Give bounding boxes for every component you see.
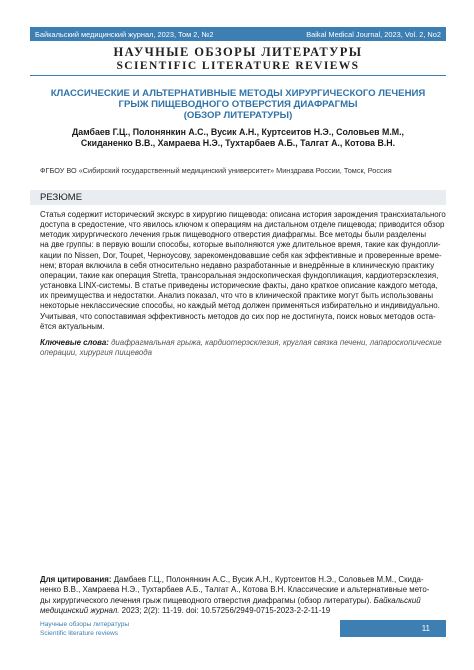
abstract-line: ётся актуальным. <box>40 321 105 331</box>
authors-line: Дамбаев Г.Ц., Полонянкин А.С., Вусик А.Н., Куртсеитов Н.Э., Соловьев М.М., <box>72 127 404 137</box>
article-title-line: (ОБЗОР ЛИТЕРАТУРЫ) <box>183 110 293 121</box>
abstract-line: методик хирургического лечения грыж пищеводного отверстия диафрагмы. Все методы были разделены <box>40 230 427 240</box>
abstract-line: их преимущества и недостатки. Анализ показал, что что в клинической практике могут быть использованы <box>40 291 434 301</box>
footer-section-ru: Научные обзоры литературы <box>40 621 130 628</box>
article-title-line: КЛАССИЧЕСКИЕ И АЛЬТЕРНАТИВНЫЕ МЕТОДЫ ХИРУРГИЧЕСКОГО ЛЕЧЕНИЯ <box>50 88 426 99</box>
citation-line <box>40 596 440 606</box>
citation-text: ды хирургического лечения грыж пищеводного отверстия диафрагмы (обзор литературы). <box>40 595 372 605</box>
citation-doi: 2023; 2(2): 11-19. doi: 10.57256/2949-0715-2023-2-2-11-19 <box>119 606 331 616</box>
authors-line: Скиданенко В.В., Хамраева Н.Э., Тухтарбаев А.Б., Талгат А., Котова В.Н. <box>80 138 396 148</box>
citation-line: ненко В.В., Хамраева Н.Э., Тухтарбаев А.Б., Талгат А., Котова В.Н. Классические и альтернативные мето- <box>40 585 430 595</box>
citation-line <box>40 575 440 585</box>
abstract-line: доступа в средостение, что явилось ключом к операциям на дистальном отделе пищевода; приводится обзор <box>40 220 445 230</box>
citation-journal: медицинский журнал. <box>40 606 120 616</box>
article-title-line: ГРЫЖ ПИЩЕВОДНОГО ОТВЕРСТИЯ ДИАФРАГМЫ <box>118 99 358 110</box>
affiliation: ФГБОУ ВО «Сибирский государственный медицинский университет» Минздрава России, Томск, Россия <box>40 166 392 175</box>
abstract-line: кации по Nissen, Dor, Toupet, Черноусову, зарекомендовавшие себя как эффективные и проверенные време- <box>40 250 442 260</box>
footer-section <box>40 621 129 638</box>
abstract-line: Учитывая, что сопоставимая эффективность методов до сих пор не достигнута, поиск новых методов оста- <box>40 311 436 321</box>
running-header <box>30 27 446 41</box>
section-divider <box>30 75 446 76</box>
keywords-label: Ключевые слова: <box>40 338 109 347</box>
article-title <box>30 88 446 121</box>
abstract-line: нем; вторая включила в себя относительно недавно разработанные и внедрённые в клиническую практику <box>40 260 435 270</box>
abstract-line: некоторые неклассические способы, но каждый метод должен применяться избирательно и индивидуально. <box>40 301 440 311</box>
abstract-heading: РЕЗЮМЕ <box>30 190 446 205</box>
keywords <box>40 338 440 358</box>
section-title-en: SCIENTIFIC LITERATURE REVIEWS <box>116 60 360 72</box>
citation-text: Дамбаев Г.Ц., Полонянкин А.С., Вусик А.Н., Куртсеитов Н.Э., Соловьев М.М., Скида- <box>113 575 424 584</box>
section-title-ru: НАУЧНЫЕ ОБЗОРЫ ЛИТЕРАТУРЫ <box>113 45 363 59</box>
footer-section-en: Scientific literature reviews <box>40 629 119 637</box>
abstract-line: установка LINX-системы. В статье приведены исторические факты, дано краткое описание каждого метода, <box>40 281 438 291</box>
header-left: Байкальский медицинский журнал, 2023, Том 2, №2 <box>35 29 214 39</box>
header-right: Baikal Medical Journal, 2023, Vol. 2, No2 <box>306 29 441 39</box>
abstract-line: Статья содержит исторический экскурс в хирургию пищевода: описана история зарождения трансхиатального <box>40 210 446 219</box>
abstract-body <box>40 210 446 332</box>
abstract-line: на две группы: в первую вошли способы, которые выполняются уже длительное время, такие как фундопли- <box>40 240 441 250</box>
keywords-text: операции, хирургия пищевода <box>40 348 152 357</box>
keywords-text: диафрагмальная грыжа, кардиотерэсклезия, круглая связка печени, лапароскопические <box>111 338 442 347</box>
citation-label: Для цитирования: <box>40 575 112 584</box>
citation-line <box>40 606 440 616</box>
citation-journal: Байкальский <box>373 595 421 605</box>
page-number: 11 <box>340 620 446 637</box>
keywords-line <box>40 338 440 348</box>
citation <box>40 575 440 617</box>
abstract-line: операции, такие как операция Stretta, трансоральная эндоскопическая фундопликация, кардиотерэсклезия, <box>40 270 439 280</box>
authors <box>30 127 446 149</box>
